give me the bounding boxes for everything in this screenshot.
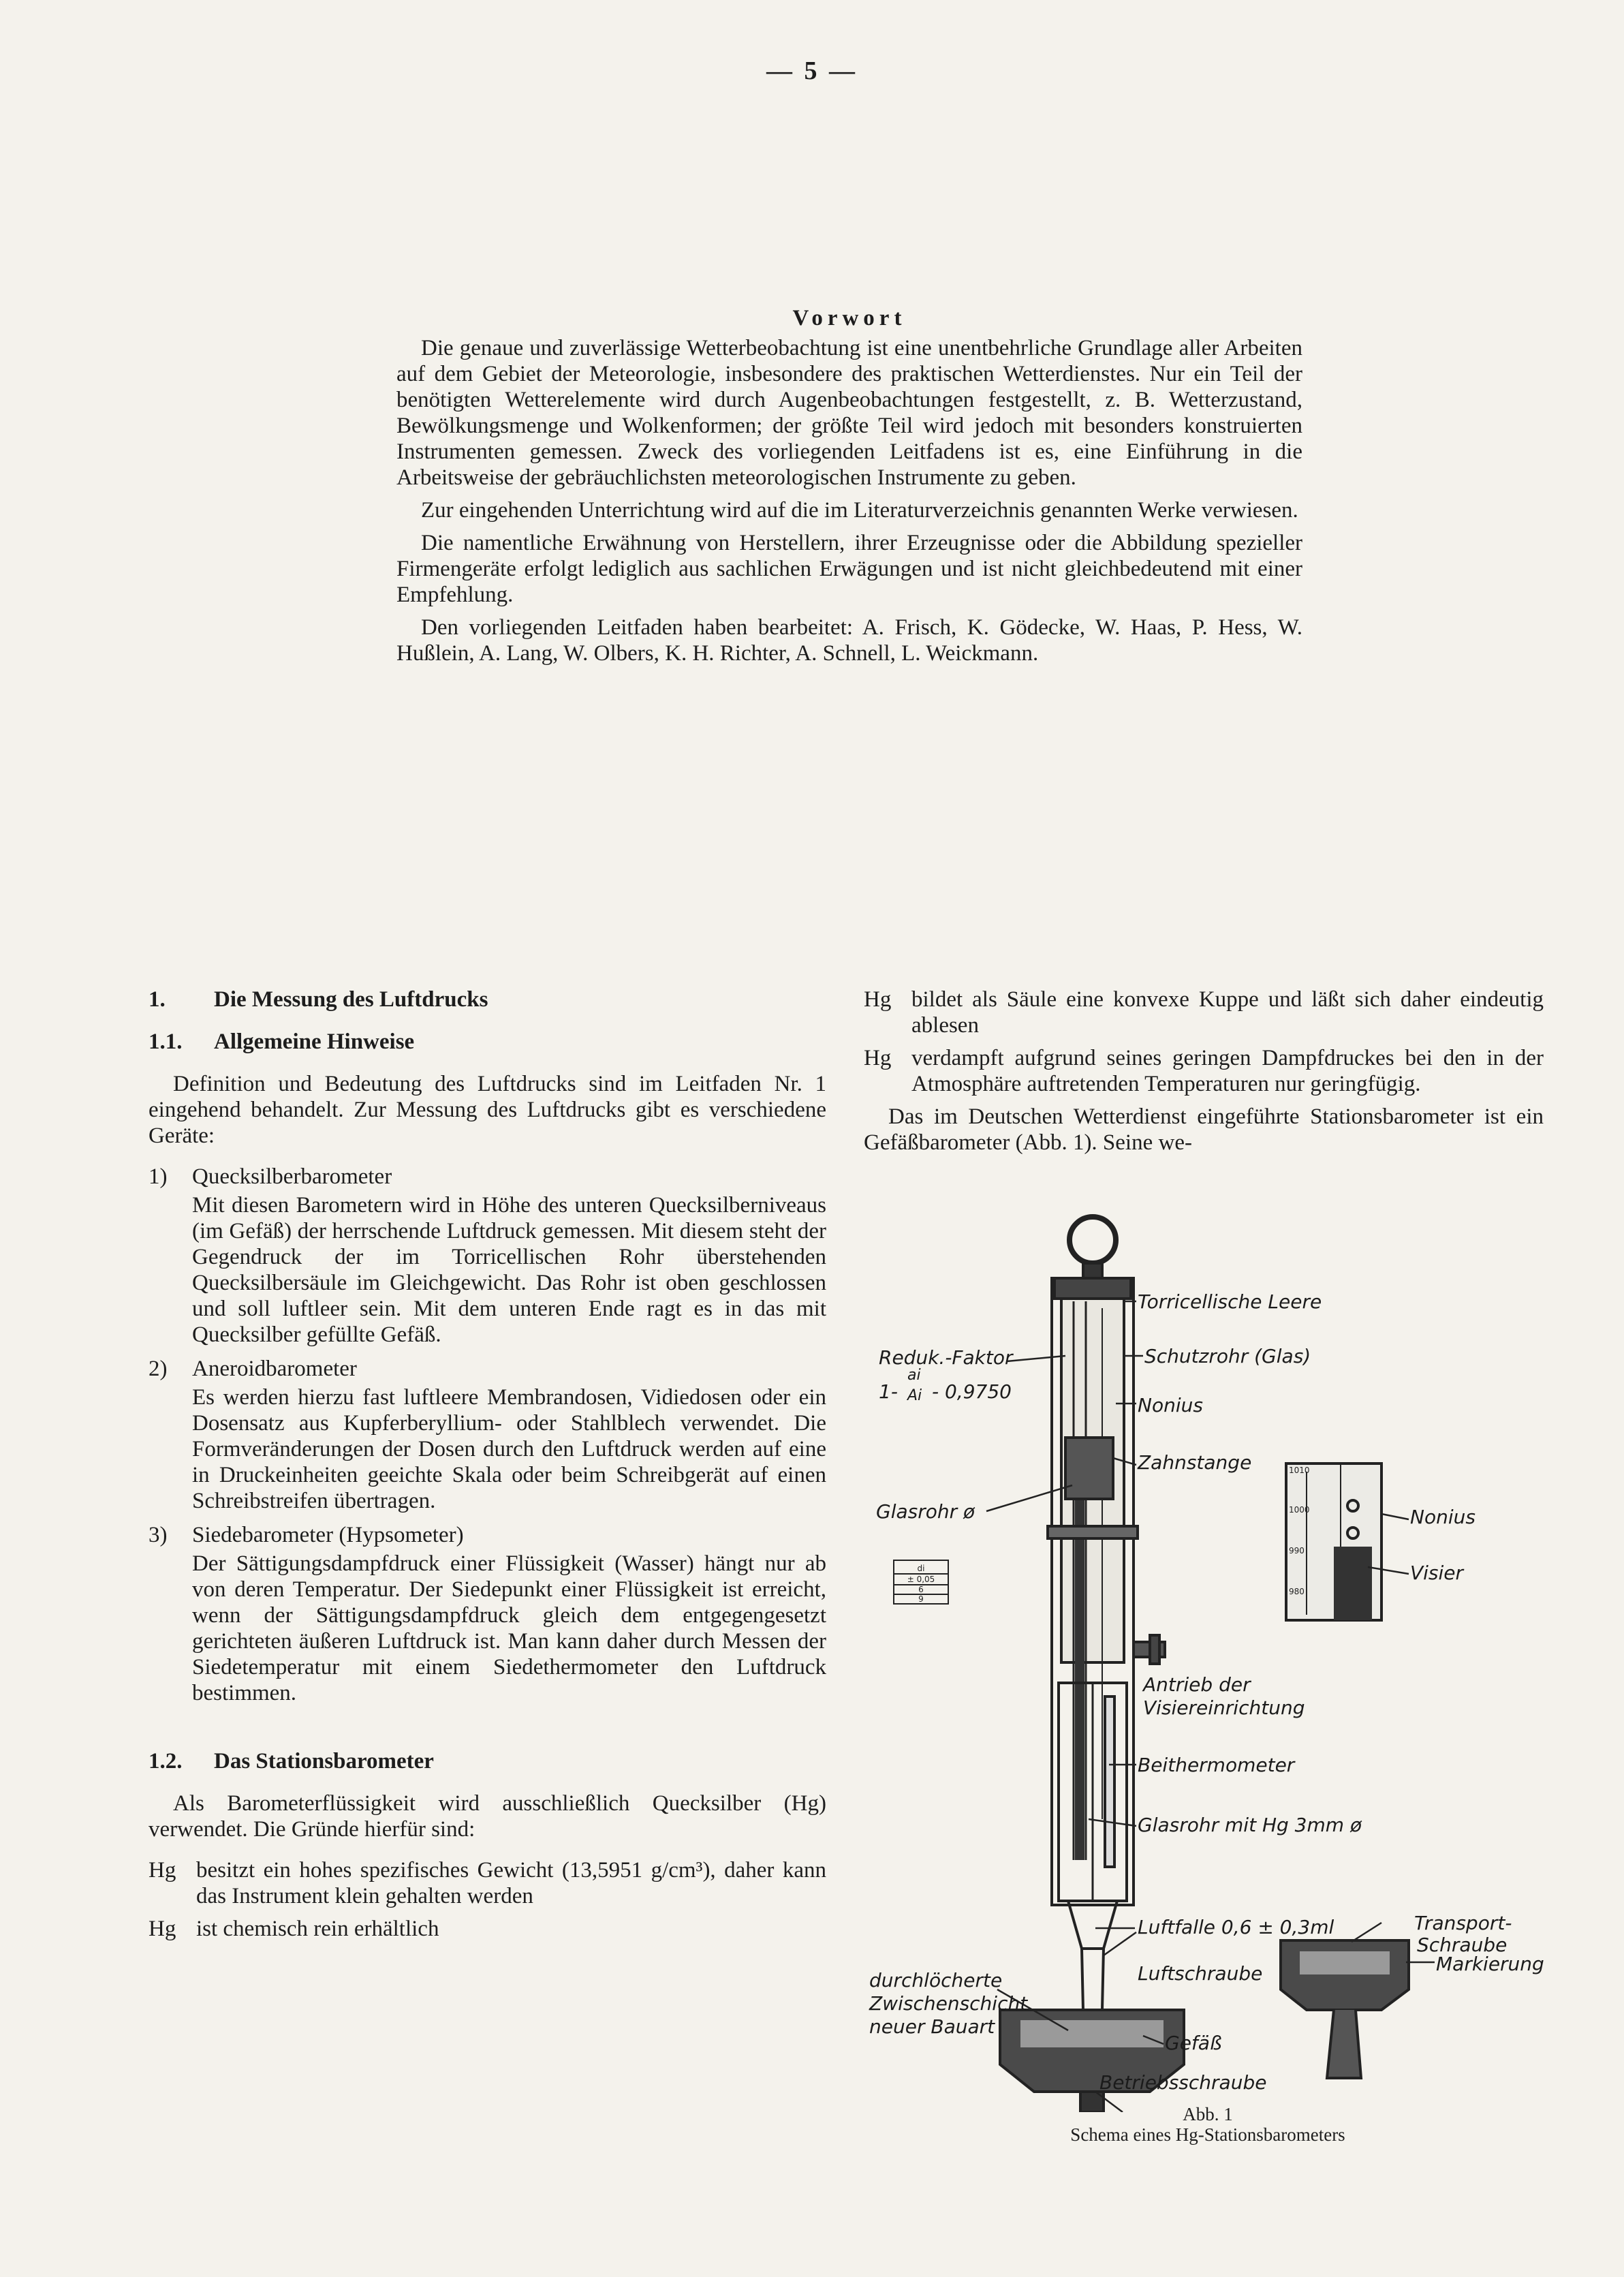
figure-caption [864, 2104, 1552, 2145]
list-body: Der Sättigungsdampfdruck einer Flüssigkeit (Wasser) hängt nur ab von deren Temperatur. Der Siedepunkt einer Flüssigkeit ist erreicht, wenn der Sättigungsdampfdruck gleich dem entgegengesetzt gerichteten äußeren Luftdruck ist. Man kann daher durch Messen der Siedetemperatur mit einem Siedethermometer den Luftdruck bestimmen. [192, 1551, 826, 1705]
label-visiereinrichtung: Visiereinrichtung [1143, 1697, 1305, 1719]
label-antrieb: Antrieb der [1143, 1673, 1251, 1696]
reason-text: besitzt ein hohes spezifisches Gewicht (13,5951 g/cm³), daher kann das Instrument klein gehalten werden [196, 1858, 826, 1908]
right-column [864, 987, 1544, 1171]
reason-marker: Hg [864, 987, 892, 1012]
preface-paragraph: Die namentliche Erwähnung von Herstellern, ihrer Erzeugnisse oder die Abbildung spezieller Firmengeräte erfolgt lediglich aus sachlichen Erwägungen und ist nicht gleichbedeutend mit einer Empfehlung. [396, 531, 1302, 607]
table-cell: 9 [918, 1594, 924, 1604]
subsection-number: 1.1. [149, 1029, 183, 1054]
label-reduk: Reduk.-Faktor [879, 1346, 1013, 1369]
list-item [149, 1356, 826, 1382]
label-luftschraube-text: Luftschraube [1138, 1962, 1263, 1985]
left-column [149, 987, 826, 1949]
label-nonius: Nonius [1138, 1394, 1203, 1416]
label-glasrohr-hg: Glasrohr mit Hg 3mm ø [1138, 1814, 1362, 1836]
preface-paragraph: Den vorliegenden Leitfaden haben bearbeitet: A. Frisch, K. Gödecke, W. Haas, P. Hess, W. Hußlein, A. Lang, W. Olbers, K. H. Richter, A. Schnell, L. Weickmann. [396, 615, 1302, 666]
section-number: 1. [149, 987, 166, 1012]
reason-text: ist chemisch rein erhältlich [196, 1917, 439, 1941]
table-header: di [917, 1564, 925, 1573]
label-nonius-detail: Nonius [1410, 1506, 1475, 1528]
label-zahnstange: Zahnstange [1138, 1451, 1252, 1474]
scale-tick: 990 [1289, 1546, 1305, 1555]
label-markierung: Markierung [1436, 1953, 1544, 1975]
list-label: Quecksilberbarometer [192, 1164, 392, 1189]
list-item [149, 1164, 826, 1190]
section-title: Die Messung des Luftdrucks [214, 987, 488, 1012]
barometer-figure [864, 1206, 1552, 2153]
reason-text: bildet als Säule eine konvexe Kuppe und läßt sich daher eindeutig ablesen [911, 987, 1544, 1038]
reason-text: verdampft aufgrund seines geringen Dampfdruckes bei den in der Atmosphäre auftretenden Temperaturen nur geringfügig. [911, 1046, 1544, 1096]
reason-item [864, 987, 1544, 1038]
caption-number: Abb. 1 [1183, 2104, 1233, 2124]
label-luftfalle: Luftfalle 0,6 ± 0,3ml [1138, 1916, 1334, 1938]
scale-tick: 1010 [1289, 1466, 1310, 1475]
list-label: Siedebarometer (Hypsometer) [192, 1523, 464, 1547]
label-durchloechert: durchlöcherte [869, 1969, 1003, 1992]
label-neuer-bauart: neuer Bauart [869, 2015, 995, 2038]
preface-title: Vorwort [792, 306, 907, 330]
list-body: Mit diesen Barometern wird in Höhe des unteren Quecksilberniveaus (im Gefäß) der herrschende Luftdruck gemessen. Mit diesem steht der Gegendruck der im Torricellischen Rohr überstehenden Quecksilbersäule im Gleichgewicht. Das Rohr ist oben geschlossen und soll luftleer sein. Mit dem unteren Ende ragt es in das mit Quecksilber gefüllte Gefäß. [192, 1193, 826, 1347]
scale-tick: 1000 [1289, 1505, 1310, 1515]
label-gefaess: Gefäß [1165, 2032, 1222, 2054]
label-zwischenschicht: Zwischenschicht [869, 1992, 1028, 2015]
subsection-title: Allgemeine Hinweise [214, 1029, 415, 1054]
list-body: Es werden hierzu fast luftleere Membrandosen, Vidiedosen oder ein Dosensatz aus Kupferberyllium- oder Stahlblech verwendet. Die Formveränderungen der Dosen durch den Luftdruck werden auf eine in Druckeinheiten geeichte Skala oder beim Schreibgerät auf einen Schreibstreifen übertragen. [192, 1385, 826, 1513]
label-visier: Visier [1410, 1562, 1464, 1584]
caption-title: Schema eines Hg-Stationsbarometers [1070, 2124, 1345, 2145]
label-formula-prefix: 1- [879, 1380, 898, 1403]
list-marker: 2) [149, 1357, 168, 1381]
scale-tick: 980 [1289, 1587, 1305, 1596]
label-formula-num: ai [907, 1367, 921, 1384]
reason-marker: Hg [149, 1858, 176, 1883]
reason-marker: Hg [864, 1046, 892, 1070]
label-transport: Transport- [1414, 1912, 1512, 1934]
preface-paragraph: Zur eingehenden Unterrichtung wird auf die im Literaturverzeichnis genannten Werke verwiesen. [421, 498, 1298, 523]
list-marker: 1) [149, 1164, 168, 1189]
reason-marker: Hg [149, 1917, 176, 1941]
page-number: — 5 — [766, 57, 858, 85]
closing-paragraph: Das im Deutschen Wetterdienst eingeführte Stationsbarometer ist ein Gefäßbarometer (Abb. 1). Seine we- [864, 1104, 1544, 1155]
list-marker: 3) [149, 1523, 168, 1547]
section-heading [149, 987, 826, 1012]
subsection-number: 1.2. [149, 1749, 183, 1773]
list-label: Aneroidbarometer [192, 1357, 357, 1381]
reason-item [149, 1916, 826, 1942]
preface [396, 305, 1302, 673]
label-beithermometer: Beithermometer [1138, 1754, 1295, 1776]
intro-paragraph: Definition und Bedeutung des Luftdrucks sind im Leitfaden Nr. 1 eingehend behandelt. Zur Messung des Luftdrucks gibt es verschiedene Geräte: [149, 1072, 826, 1148]
reason-item [864, 1045, 1544, 1097]
label-formula-den: Ai [907, 1387, 922, 1404]
list-item [149, 1522, 826, 1548]
subsection-heading [149, 1029, 826, 1055]
table-cell: 6 [918, 1585, 924, 1594]
label-schraube: Schraube [1417, 1934, 1508, 1956]
label-formula-value: - 0,9750 [932, 1380, 1012, 1403]
table-cell: ± 0,05 [907, 1575, 935, 1584]
label-glasrohr: Glasrohr ø [876, 1500, 975, 1523]
preface-paragraph: Die genaue und zuverlässige Wetterbeobachtung ist eine unentbehrliche Grundlage aller Arbeiten auf dem Gebiet der Meteorologie, insbesondere des praktischen Wetterdienstes. Nur ein Teil der benötigten Wetterelemente wird durch Augenbeobachtungen festgestellt, z. B. Wetterzustand, Bewölkungsmenge und Wolkenformen; der größte Teil wird jedoch mit besonders konstruierten Instrumenten gemessen. Zweck des vorliegenden Leitfadens ist es, eine Einführung in die Arbeitsweise der gebräuchlichsten meteorologischen Instrumente zu geben. [396, 336, 1302, 490]
subsection-heading [149, 1748, 826, 1774]
subsection-title: Das Stationsbarometer [214, 1749, 434, 1773]
intro-paragraph: Als Barometerflüssigkeit wird ausschließlich Quecksilber (Hg) verwendet. Die Gründe hierfür sind: [149, 1791, 826, 1842]
label-betriebsschraube: Betriebsschraube [1099, 2071, 1267, 2094]
reason-item [149, 1857, 826, 1909]
label-schutzrohr: Schutzrohr (Glas) [1144, 1345, 1311, 1367]
label-torricelli: Torricellische Leere [1138, 1290, 1322, 1313]
